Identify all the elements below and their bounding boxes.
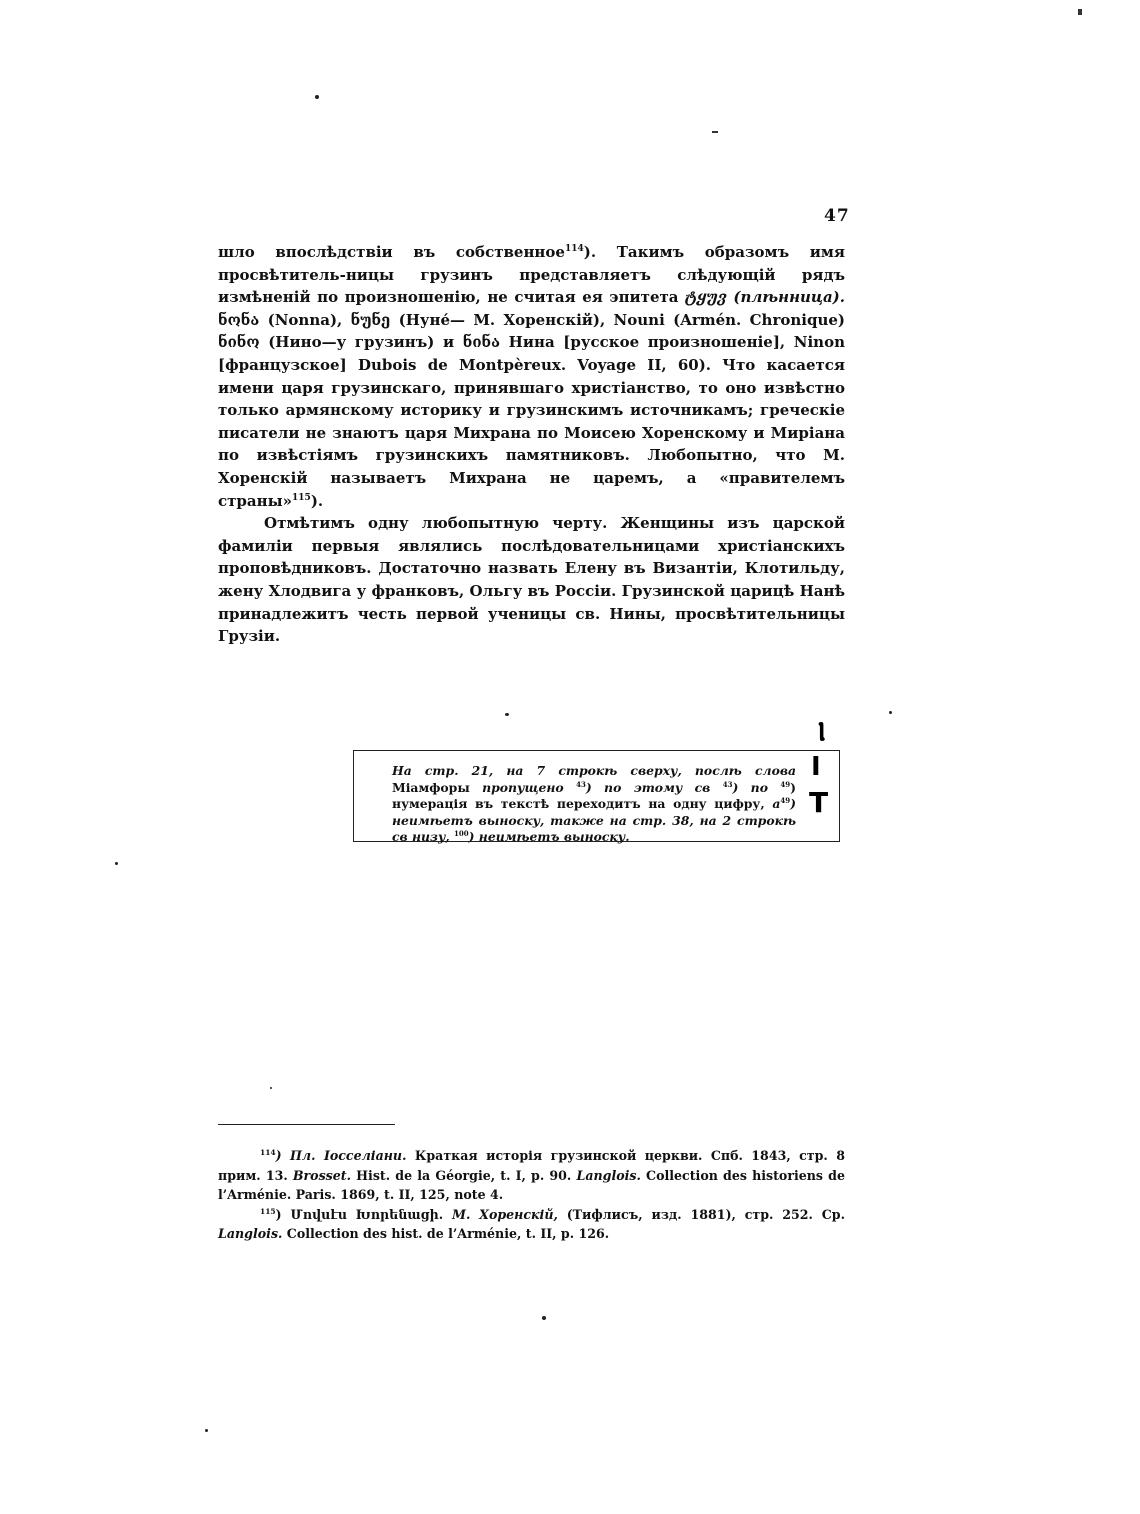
scan-speck (270, 1087, 272, 1089)
text-run: ნონა (Nonna), ნუნე (Нуне́— М. Хоренскій), Nouni (Armén. Chronique) ნინო (Нино—у грузинъ) и ნინა Нина [русское произношеніе], Ninon [французское] Dubois de Montpèreux. Voyage II, 60). Что касается имени царя грузинскаго, принявшаго христіанство, то оно извѣстно только армянскому историку и грузинскимъ источникамъ; греческіе писатели не знаютъ царя Михрана по Моисею Хоренскому и Миріана по извѣстіямъ грузинскихъ памятниковъ. Любопытно, что М. Хоренскій называетъ Михрана не царемъ, а «правителемъ страны» (218, 310, 845, 510)
georgian-word: ტყუვ (685, 288, 727, 307)
text-run: ) Пл. Іосселіани. (275, 1148, 407, 1163)
text-run: ) по (732, 779, 768, 795)
paragraph (218, 241, 845, 512)
scan-speck (542, 1316, 546, 1320)
handwritten-mark: T (809, 786, 829, 819)
text-run: ). (310, 491, 324, 510)
errata-text (392, 763, 796, 846)
text-run: ). Такимъ образомъ имя просвѣтитель-ницы грузинъ представляетъ слѣдующій рядъ измѣненій по произношенію, не считая ея эпитета (218, 243, 845, 307)
footnote-separator (218, 1124, 395, 1125)
page-number: 47 (824, 206, 850, 226)
text-run: Міамфоры (392, 779, 483, 795)
armenian-title: ) Մովսէս Խորենացի. (275, 1206, 444, 1222)
footnote-ref: 49 (780, 795, 791, 805)
footnote-ref: 115 (292, 492, 311, 503)
text-run: пропущено (482, 779, 564, 795)
footnote-ref: 100 (454, 828, 469, 838)
footnote-ref: 49 (780, 779, 791, 789)
text-run: шло впослѣдствіи въ собственное (218, 243, 565, 261)
text-run: ) неимѣетъ выноску, также на стр. 38, на 2 строкѣ св низу, (392, 796, 796, 844)
text-run: ) неимѣетъ выноску. (468, 829, 630, 844)
body-text (218, 241, 845, 648)
footnote-114 (218, 1146, 845, 1205)
text-run: Hist. de la Géorgie, t. I, p. 90. (350, 1167, 577, 1183)
errata-box (353, 750, 840, 842)
scan-speck (712, 131, 718, 133)
scan-speck (315, 95, 319, 99)
footnote-ref: 43 (576, 779, 586, 789)
scan-speck (889, 711, 892, 714)
scan-speck (205, 1429, 208, 1432)
footnote-ref: 114 (564, 244, 584, 254)
text-run: (плѣнница). (726, 288, 845, 307)
text-run: Brosset. (292, 1167, 351, 1183)
paragraph: Отмѣтимъ одну любопытную черту. Женщины изъ царской фамиліи первыя являлись послѣдовательницами христіанскихъ проповѣдниковъ. Достаточно назвать Елену въ Византіи, Клотильду, жену Хлодвига у франковъ, Ольгу въ Россіи. Грузинской царицѣ Нанѣ принадлежитъ честь первой ученицы св. Нины, просвѣтительницы Грузіи. (218, 514, 845, 646)
handwritten-mark: Ⲓ (818, 717, 826, 747)
text-run: Collection des hist. de l’Arménie, t. II, p. 126. (282, 1226, 610, 1241)
text-run: а (772, 796, 781, 811)
text-run: Краткая исторія грузинской церкви. Спб. 1843, стр. 8 прим. 13. (218, 1148, 845, 1183)
text-run: Langlois. (576, 1167, 641, 1183)
text-run: ) по этому св (585, 779, 711, 795)
text-run: На стр. 21, на 7 строкѣ сверху, послѣ слова (392, 763, 796, 778)
text-run: Langlois. (218, 1226, 283, 1241)
text-run: ) нумерація въ текстѣ переходитъ на одну цифру, (392, 779, 796, 811)
handwritten-mark: I (811, 752, 821, 782)
text-run: (Тифлисъ, изд. 1881), стр. 252. Ср. (557, 1206, 845, 1222)
footnote-number: 114 (260, 1147, 276, 1157)
footnote-number: 115 (260, 1206, 276, 1216)
text-run: Collection des historiens de l’Arménie. Paris. 1869, t. II, 125, note 4. (218, 1167, 845, 1202)
scan-speck (1078, 9, 1082, 15)
text-run: М. Хоренскій, (443, 1206, 558, 1222)
scan-speck (505, 713, 509, 716)
scan-speck (115, 862, 118, 865)
footnote-ref: 43 (722, 779, 733, 789)
footnotes (218, 1146, 845, 1244)
footnote-115 (218, 1205, 845, 1244)
